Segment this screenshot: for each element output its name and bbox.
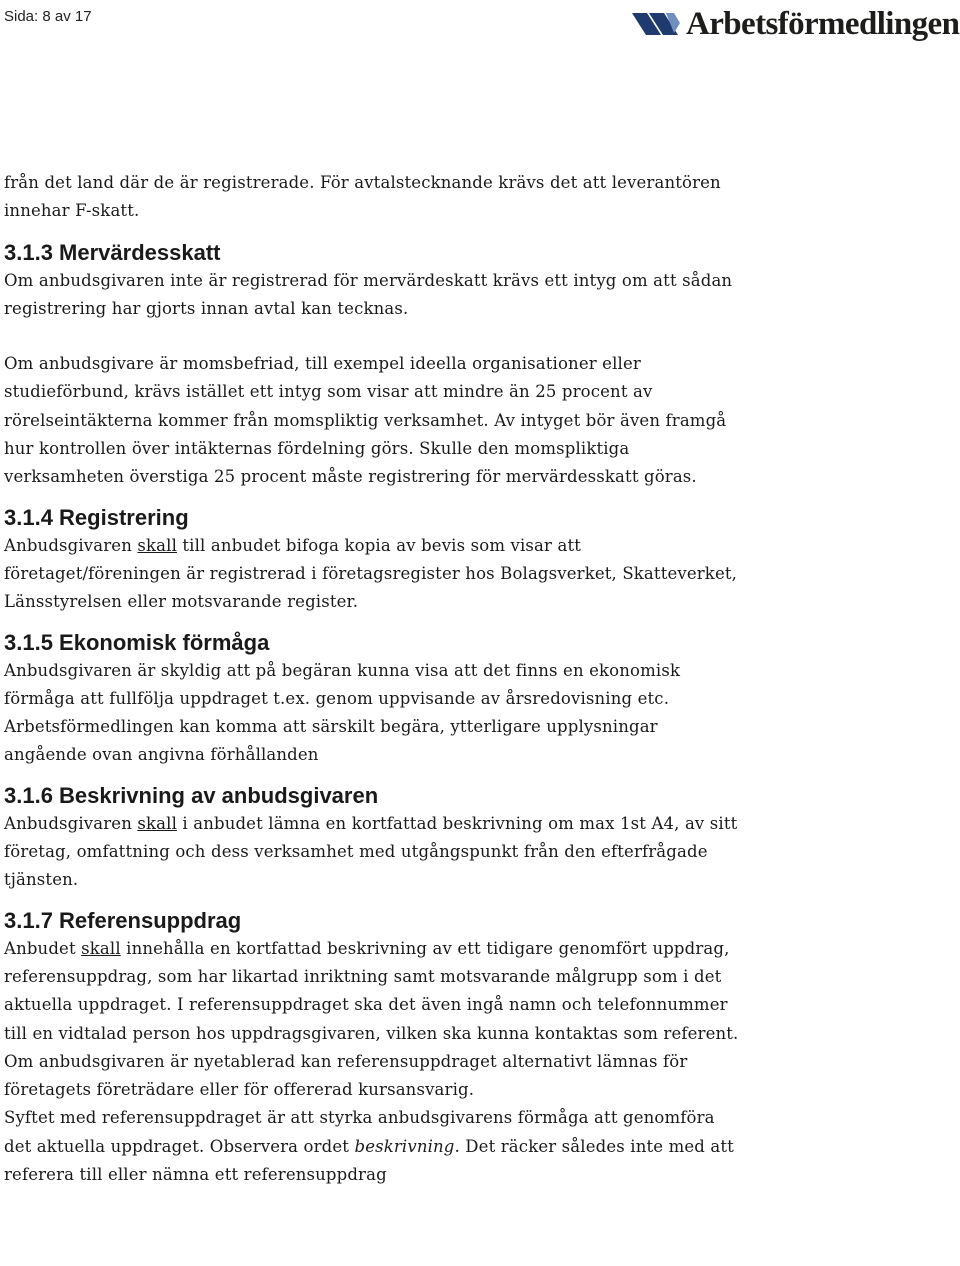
text-fragment: det aktuella uppdraget. Observera ordet	[4, 1136, 355, 1156]
text-line	[4, 810, 954, 838]
emphasis-skall: skall	[137, 813, 177, 833]
text-line	[4, 935, 954, 963]
text-line: referera till eller nämna ett referensuppdrag	[4, 1165, 387, 1185]
text-line	[4, 532, 954, 560]
text-line: aktuella uppdraget. I referensuppdraget ska det även ingå namn och telefonnummer	[4, 995, 728, 1015]
text-line: tjänsten.	[4, 870, 79, 890]
intro-line: från det land där de är registrerade. För avtalstecknande krävs det att leverantören	[4, 173, 721, 192]
heading-3-1-4: 3.1.4 Registrering	[4, 504, 189, 530]
logo-mark-icon	[630, 9, 682, 39]
emphasis-beskrivning: beskrivning	[354, 1136, 455, 1156]
text-fragment: till anbudet bifoga kopia av bevis som visar att	[177, 535, 582, 555]
text-fragment: Anbudsgivaren	[4, 535, 138, 555]
intro-line: innehar F-skatt.	[4, 201, 140, 221]
text-line: Arbetsförmedlingen kan komma att särskilt begära, ytterligare upplysningar	[4, 717, 658, 737]
text-line: Anbudsgivaren är skyldig att på begäran kunna visa att det finns en ekonomisk	[4, 660, 681, 680]
text-line: till en vidtalad person hos uppdragsgivaren, vilken ska kunna kontaktas som referent.	[4, 1023, 739, 1043]
heading-3-1-3: 3.1.3 Mervärdesskatt	[4, 239, 221, 265]
text-line: rörelseintäkterna kommer från momspliktig verksamhet. Av intyget bör även framgå	[4, 410, 727, 430]
text-line: företagets företrädare eller för offererad kursansvarig.	[4, 1080, 475, 1100]
text-line: Syftet med referensuppdraget är att styrka anbudsgivarens förmåga att genomföra	[4, 1108, 715, 1128]
text-line: verksamheten överstiga 25 procent måste registrering för mervärdesskatt göras.	[4, 467, 697, 487]
text-fragment: Anbudet	[4, 938, 82, 958]
text-line: Om anbudsgivaren är nyetablerad kan referensuppdraget alternativt lämnas för	[4, 1051, 688, 1071]
heading-3-1-6: 3.1.6 Beskrivning av anbudsgivaren	[4, 782, 379, 808]
text-fragment: i anbudet lämna en kortfattad beskrivning om max 1st A4, av sitt	[177, 813, 738, 833]
text-fragment: innehålla en kortfattad beskrivning av ett tidigare genomfört uppdrag,	[120, 938, 730, 958]
text-line: referensuppdrag, som har likartad inriktning samt motsvarande målgrupp som i det	[4, 966, 722, 986]
text-line: Om anbudsgivare är momsbefriad, till exempel ideella organisationer eller	[4, 354, 641, 374]
document-body	[4, 169, 954, 1189]
text-fragment: Anbudsgivaren	[4, 813, 138, 833]
heading-3-1-7: 3.1.7 Referensuppdrag	[4, 907, 242, 933]
text-line: studieförbund, krävs istället ett intyg som visar att mindre än 25 procent av	[4, 382, 653, 402]
text-line: hur kontrollen över intäkternas fördelning görs. Skulle den momspliktiga	[4, 439, 630, 459]
text-line: angående ovan angivna förhållanden	[4, 745, 319, 765]
emphasis-skall: skall	[137, 535, 177, 555]
text-line: Om anbudsgivaren inte är registrerad för mervärdeskatt krävs ett intyg om att sådan	[4, 270, 733, 290]
text-line: Länsstyrelsen eller motsvarande register.	[4, 592, 359, 612]
heading-3-1-5: 3.1.5 Ekonomisk förmåga	[4, 629, 270, 655]
emphasis-skall: skall	[81, 938, 121, 958]
text-line	[4, 1133, 954, 1161]
page-number: Sida: 8 av 17	[4, 8, 92, 25]
text-line: förmåga att fullfölja uppdraget t.ex. genom uppvisande av årsredovisning etc.	[4, 688, 670, 708]
logo-wordmark: Arbetsförmedlingen	[686, 5, 960, 42]
text-line: registrering har gjorts innan avtal kan tecknas.	[4, 298, 409, 318]
text-line: företag, omfattning och dess verksamhet med utgångspunkt från den efterfrågade	[4, 842, 708, 862]
text-line: företaget/föreningen är registrerad i företagsregister hos Bolagsverket, Skatteverket,	[4, 563, 738, 583]
arbetsformedlingen-logo	[630, 4, 959, 44]
text-fragment: . Det räcker således inte med att	[454, 1136, 734, 1156]
